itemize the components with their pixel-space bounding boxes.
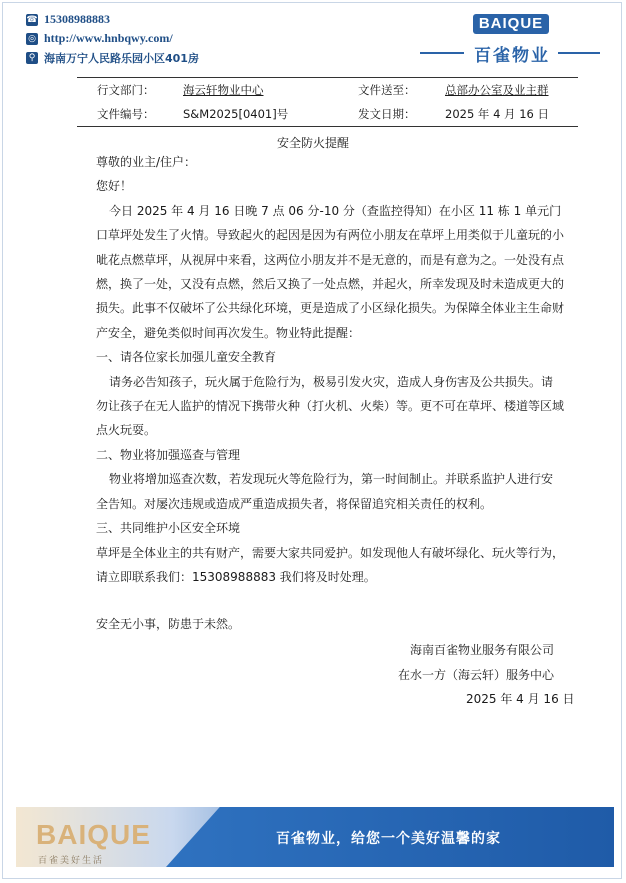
- location-icon: ⚲: [26, 52, 38, 64]
- contact-phone: [26, 10, 199, 29]
- meta-bottom-rule: [77, 126, 578, 127]
- footer-logo: BAIQUE: [36, 819, 151, 850]
- dept-label: 行文部门：: [97, 83, 155, 97]
- salutation: 尊敬的业主/住户：: [96, 155, 197, 169]
- signature-company: 海南百雀物业服务有限公司: [410, 643, 555, 657]
- brand-divider-right: [558, 52, 600, 54]
- section3-body: 草坪是全体业主的共有财产，需要大家共同爱护。如发现他人有破坏绿化、玩火等行为，请立即联系我们：15308988883 我们将及时处理。: [96, 545, 565, 584]
- globe-icon: ◎: [26, 33, 38, 45]
- closing-block: [96, 612, 564, 636]
- to-value: 总部办公室及业主群: [445, 83, 549, 97]
- brand-divider-left: [420, 52, 464, 54]
- document-title: 安全防火提醒: [276, 136, 349, 150]
- date-value: 2025 年 4 月 16 日: [445, 107, 549, 121]
- brand-name-wrap: [420, 41, 600, 66]
- section3-title: 三、共同维护小区安全环境: [96, 521, 241, 536]
- date-label: 发文日期：: [358, 107, 416, 121]
- signature-center: 在水一方（海云轩）服务中心: [398, 668, 555, 682]
- document-body: [96, 150, 564, 589]
- section1-title: 一、请各位家长加强儿童安全教育: [96, 350, 277, 365]
- meta-top-rule: [77, 77, 578, 78]
- closing-line: 安全无小事，防患于未然。: [96, 617, 241, 631]
- dept-value: 海云轩物业中心: [183, 83, 264, 97]
- address: 海南万宁人民路乐园小区401房: [44, 51, 199, 65]
- section2-body: 物业将增加巡查次数，若发现玩火等危险行为，第一时间制止。并联系监护人进行安全告知。对屡次违规或造成严重造成损失者，将保留追究相关责任的权利。: [96, 472, 554, 511]
- number-label: 文件编号：: [97, 107, 155, 121]
- contact-website: [26, 29, 199, 48]
- section1-body: 请务必告知孩子，玩火属于危险行为，极易引发火灾，造成人身伤害及公共损失。请勿让孩子在无人监护的情况下携带火种（打火机、火柴）等。更不可在草坪、楼道等区域点火玩耍。: [96, 374, 565, 438]
- brand-name: 百雀物业: [474, 46, 550, 66]
- contact-info: [26, 10, 199, 67]
- to-label: 文件送至：: [358, 83, 416, 97]
- number-value: S&M2025[0401]号: [183, 107, 289, 121]
- brand-logo: BAIQUE: [473, 14, 549, 34]
- signature-date: 2025 年 4 月 16 日: [466, 692, 575, 706]
- footer-tagline: 百雀美好生活: [38, 856, 105, 866]
- phone-number: 15308988883: [44, 12, 110, 26]
- intro-paragraph: 今日 2025 年 4 月 16 日晚 7 点 06 分-10 分（查监控得知）在小区 11 栋 1 单元门口草坪处发生了火情。导致起火的起因是因为有两位小朋友在草坪上用类似于儿童玩的小呲花点燃草坪，从视屏中来看，这两位小朋友并不是无意的，而是有意为之。一处没有点燃，换了一处，又没有点燃，然后又换了一处点燃，并起火，所幸发现及时未造成更大的损失。此事不仅破坏了公共绿化环境，更是造成了小区绿化损失。为保障全体业主生命财产安全，避免类似时间再次发生。物业特此提醒：: [96, 203, 565, 340]
- phone-icon: ☎: [26, 14, 38, 25]
- greeting: 您好！: [96, 179, 133, 194]
- website-link[interactable]: http://www.hnbqwy.com/: [44, 31, 173, 45]
- footer-slogan: 百雀物业，给您一个美好温馨的家: [276, 831, 501, 847]
- contact-address: [26, 48, 199, 67]
- footer-banner: [16, 807, 614, 867]
- section2-title: 二、物业将加强巡查与管理: [96, 447, 241, 462]
